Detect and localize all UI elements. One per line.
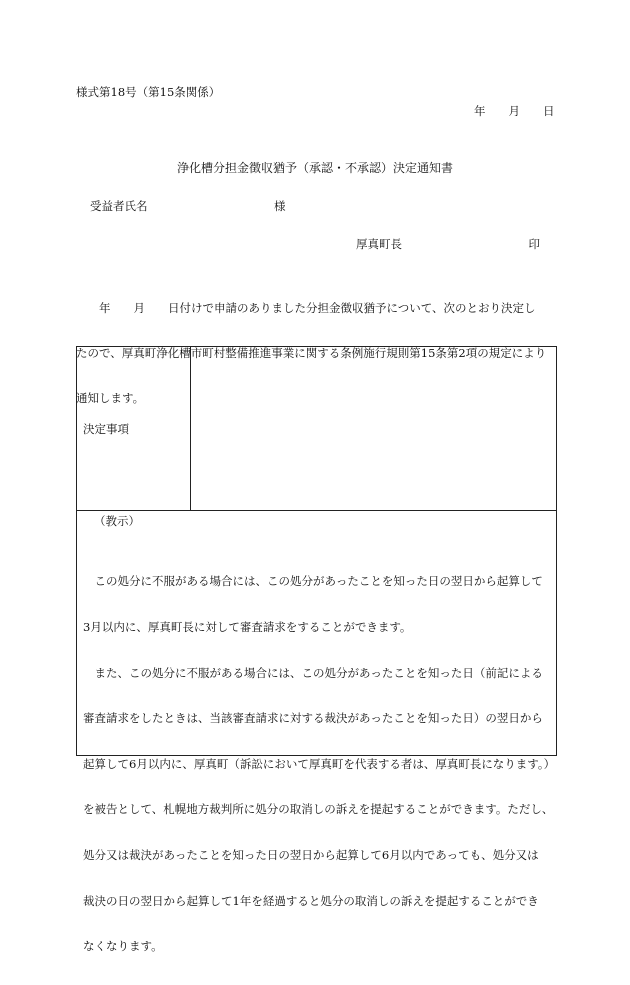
issue-date: 年 月 日 — [474, 104, 555, 118]
decision-label: 決定事項 — [83, 422, 129, 436]
issuer-line: 厚真町長 印 — [356, 237, 540, 251]
notice-line: 審査請求をしたときは、当該審査請求に対する裁決があったことを知った日）の翌日から — [83, 711, 543, 726]
notice-title: （教示） — [94, 514, 140, 528]
form-number: 様式第18号（第15条関係） — [76, 85, 221, 99]
notice-line: 処分又は裁決があったことを知った日の翌日から起算して6月以内であっても、処分又は — [83, 848, 539, 863]
page-title: 浄化槽分担金徴収猶予（承認・不承認）決定通知書 — [176, 161, 453, 175]
table-divider — [77, 510, 556, 511]
decision-table — [76, 346, 557, 954]
notice-line: この処分に不服がある場合には、この処分があったことを知った日の翌日から起算して — [83, 574, 543, 589]
recipient-name-line: 受益者氏名 様 — [90, 199, 286, 213]
notice-line: を被告として、札幌地方裁判所に処分の取消しの訴えを提起することができます。ただし、 — [83, 802, 554, 817]
notice-line: 3月以内に、厚真町長に対して審査請求をすることができます。 — [83, 620, 412, 635]
decision-content-cell — [191, 347, 557, 510]
intro-line: 通知します。 — [76, 391, 145, 405]
intro-line: 年 月 日付けで申請のありました分担金徴収猶予について、次のとおり決定し — [76, 301, 536, 315]
intro-line: たので、厚真町浄化槽市町村整備推進事業に関する条例施行規則第15条第2項の規定により — [76, 346, 547, 360]
notice-line: 起算して6月以内に、厚真町（訴訟において厚真町を代表する者は、厚真町長になります。） — [83, 756, 556, 771]
notice-line: 裁決の日の翌日から起算して1年を経過すると処分の取消しの訴えを提起することができ — [83, 893, 539, 908]
notice-body — [83, 544, 555, 985]
decision-label-cell — [77, 347, 191, 510]
notice-line: また、この処分に不服がある場合には、この処分があったことを知った日（前記による — [83, 665, 543, 680]
notice-line: なくなります。 — [83, 939, 163, 954]
